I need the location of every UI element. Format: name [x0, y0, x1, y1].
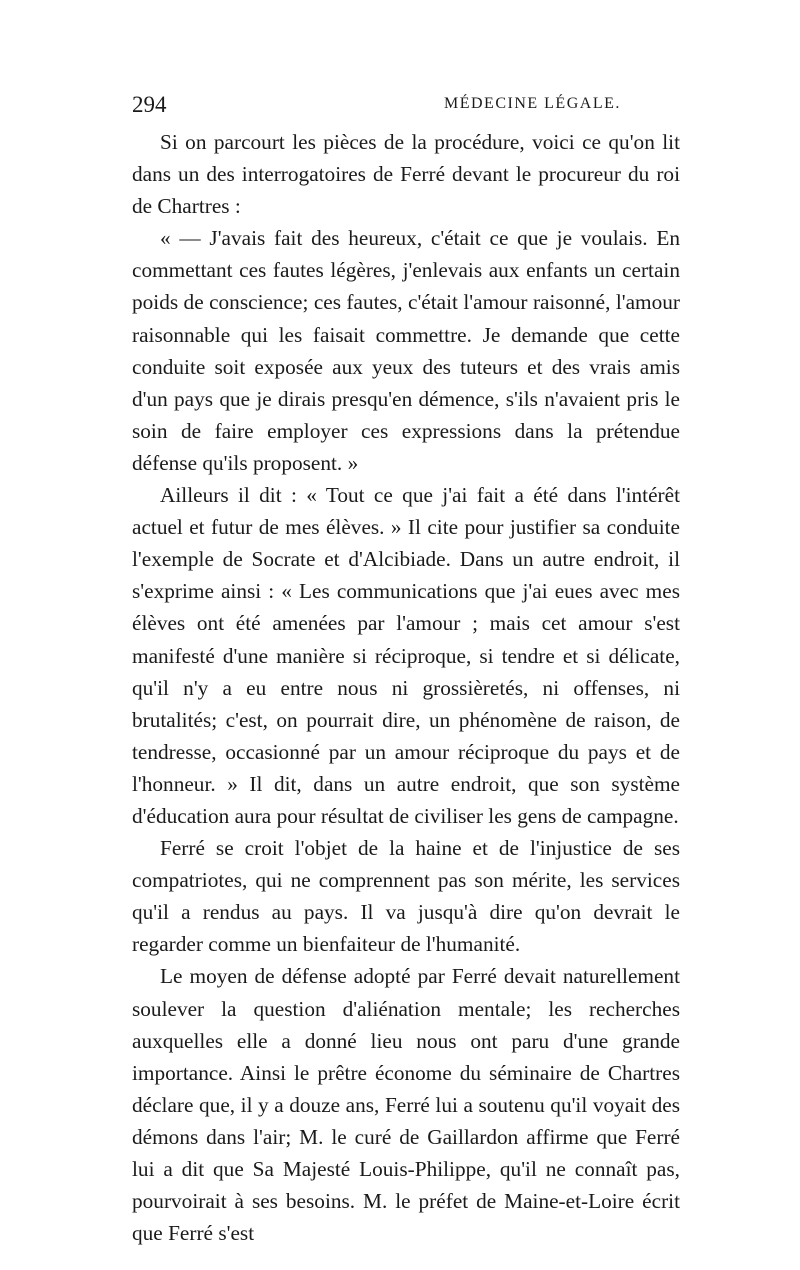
paragraph: Le moyen de défense adopté par Ferré devait naturellement soulever la question d'aliénation mentale; les recherches auxquelles elle a donné lieu nous ont paru d'une grande importance. Ainsi le prêtre économe du séminaire de Chartres déclare que, il y a douze ans, Ferré lui a soutenu qu'il voyait des démons dans l'air; M. le curé de Gaillardon affirme que Ferré lui a dit que Sa Majesté Louis-Philippe, qu'il ne connaît pas, pourvoirait à ses besoins. M. le préfet de Maine-et-Loire écrit que Ferré s'est — [132, 964, 680, 1246]
page-number: 294 — [132, 92, 167, 117]
running-title: MÉDECINE LÉGALE. — [444, 95, 621, 112]
running-head — [132, 92, 680, 122]
paragraph: « — J'avais fait des heureux, c'était ce que je voulais. En commettant ces fautes légères, j'enlevais aux enfants un certain poids de conscience; ces fautes, c'était l'amour raisonné, l'amour raisonnable qui les faisait commettre. Je demande que cette conduite soit exposée aux yeux des tuteurs et des vrais amis d'un pays que je dirais presqu'en démence, s'ils n'avaient pris le soin de faire employer ces expressions dans la prétendue défense qu'ils proposent. » — [132, 226, 680, 475]
paragraph: Si on parcourt les pièces de la procédure, voici ce qu'on lit dans un des interrogatoires de Ferré devant le procureur du roi de Chartres : — [132, 130, 680, 219]
body-text — [132, 126, 680, 1249]
paragraph: Ferré se croit l'objet de la haine et de l'injustice de ses compatriotes, qui ne comprennent pas son mérite, les services qu'il a rendus au pays. Il va jusqu'à dire qu'on devrait le regarder comme un bienfaiteur de l'humanité. — [132, 836, 680, 957]
paragraph: Ailleurs il dit : « Tout ce que j'ai fait a été dans l'intérêt actuel et futur de mes élèves. » Il cite pour justifier sa conduite l'exemple de Socrate et d'Alcibiade. Dans un autre endroit, il s'exprime ainsi : « Les communications que j'ai eues avec mes élèves ont été amenées par l'amour ; mais cet amour s'est manifesté d'une manière si réciproque, si tendre et si délicate, qu'il n'y a eu entre nous ni grossièretés, ni offenses, ni brutalités; c'est, on pourrait dire, un phénomène de raison, de tendresse, occasionné par un amour réciproque du pays et de l'honneur. » Il dit, dans un autre endroit, que son système d'éducation aura pour résultat de civiliser les gens de campagne. — [132, 483, 680, 828]
